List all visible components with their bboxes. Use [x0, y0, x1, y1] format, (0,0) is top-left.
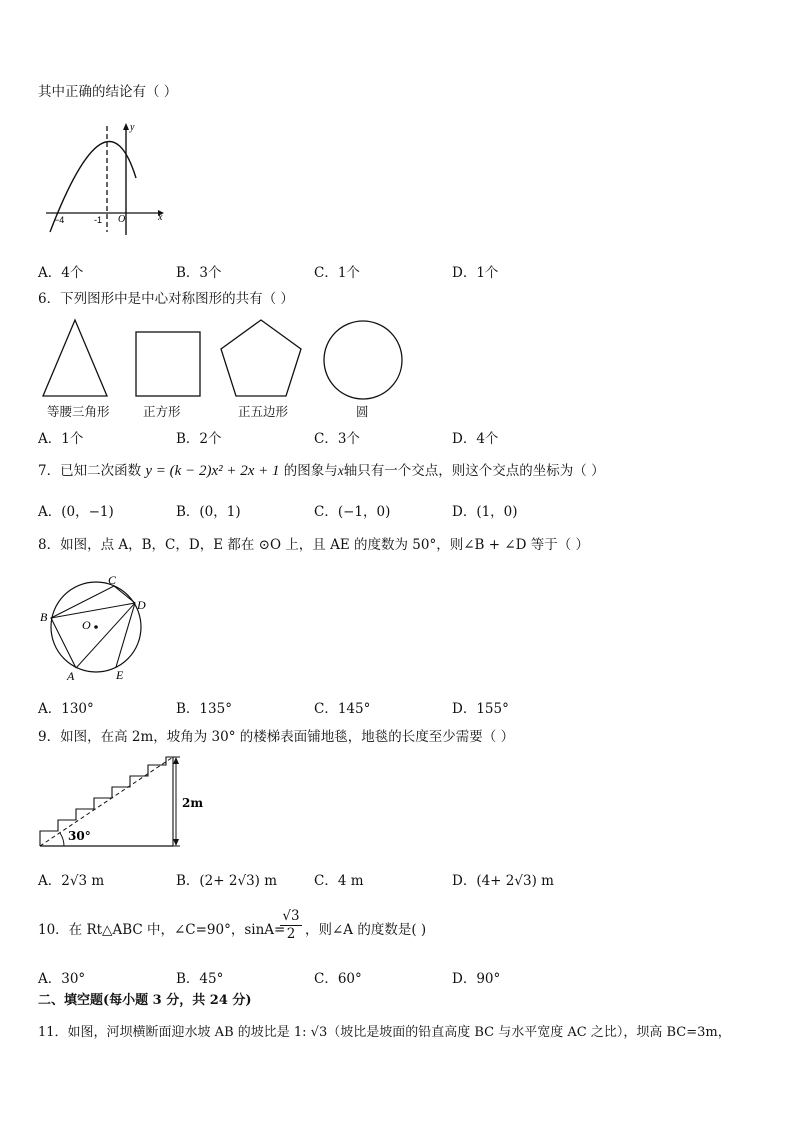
q8-option-c[interactable]: C．145° — [314, 701, 371, 717]
q8-circle-figure — [38, 572, 158, 682]
q10-frac-den: 2 — [286, 926, 296, 942]
q7-prefix: 7．已知二次函数 — [38, 463, 142, 479]
shape-label-triangle: 等腰三角形 — [47, 405, 110, 419]
graph-y-label: y — [130, 122, 135, 133]
q10-option-d[interactable]: D．90° — [452, 971, 501, 987]
shape-label-pentagon: 正五边形 — [238, 405, 289, 419]
q5-option-b[interactable]: B．3个 — [176, 265, 222, 281]
q7-option-a[interactable]: A．(0，−1) — [38, 504, 114, 520]
q10-option-b[interactable]: B．45° — [176, 971, 224, 987]
shape-label-circle: 圆 — [356, 405, 369, 419]
q6-option-a[interactable]: A．1个 — [38, 431, 84, 447]
q10-stem — [38, 922, 285, 938]
q9-stem: 9．如图，在高 2m，坡角为 30° 的楼梯表面铺地毯，地毯的长度至少需要（ ） — [38, 729, 515, 745]
label-e: E — [116, 668, 124, 682]
q9-option-c[interactable]: C．4 m — [314, 873, 364, 889]
graph-neg4-label: −4 — [54, 215, 65, 225]
q5-option-d[interactable]: D．1个 — [452, 265, 499, 281]
q10-option-c[interactable]: C．60° — [314, 971, 362, 987]
q6-option-c[interactable]: C．3个 — [314, 431, 360, 447]
q7-var: x — [337, 463, 344, 478]
q5-option-c[interactable]: C．1个 — [314, 265, 360, 281]
q10-fraction — [280, 908, 302, 943]
q10-prefix: 10．在 Rt△ABC 中，∠C=90°，sinA= — [38, 922, 286, 938]
label-30deg: 30° — [68, 829, 91, 843]
q5-parabola-graph — [40, 120, 170, 240]
q5-tail-text: 其中正确的结论有（ ） — [38, 84, 178, 100]
q7-option-c[interactable]: C．(−1，0) — [314, 504, 391, 520]
q8-option-d[interactable]: D．155° — [452, 701, 509, 717]
q10-option-a[interactable]: A．30° — [38, 971, 86, 987]
pentagon-shape — [219, 318, 303, 398]
label-a: A — [67, 669, 75, 683]
q9-stairs-figure — [38, 755, 238, 850]
shape-label-square: 正方形 — [143, 405, 181, 419]
q9-option-a[interactable]: A．2√3 m — [38, 873, 105, 889]
q7-middle: 的图象与 — [283, 463, 338, 479]
section-2-title: 二、填空题(每小题 3 分，共 24 分) — [38, 993, 252, 1008]
q7-stem — [38, 463, 605, 479]
q6-option-b[interactable]: B．2个 — [176, 431, 222, 447]
graph-x-label: x — [158, 212, 163, 223]
q7-formula: y = (k − 2)x² + 2x + 1 — [145, 463, 280, 479]
q8-stem: 8．如图，点 A，B，C，D，E 都在 ⊙O 上，且 AE 的度数为 50°，则∠B + ∠D 等于（ ） — [38, 537, 590, 553]
label-d: D — [137, 598, 146, 612]
q9-option-b[interactable]: B．(2+ 2√3) m — [176, 873, 278, 889]
q8-option-b[interactable]: B．135° — [176, 701, 232, 717]
q11-text: 11．如图，河坝横断面迎水坡 AB 的坡比是 1: √3（坡比是坡面的铅直高度 BC 与水平宽度 AC 之比），坝高 BC=3m， — [38, 1025, 731, 1040]
q6-option-d[interactable]: D．4个 — [452, 431, 499, 447]
square-shape — [134, 330, 204, 400]
q7-option-b[interactable]: B．(0，1) — [176, 504, 241, 520]
circle-shape — [321, 318, 405, 402]
triangle-shape — [40, 318, 110, 398]
label-c: C — [108, 573, 117, 587]
label-2m: 2m — [182, 796, 204, 810]
q10-suffix: ，则∠A 的度数是( ) — [305, 922, 427, 938]
q7-option-d[interactable]: D．(1，0) — [452, 504, 518, 520]
q8-option-a[interactable]: A．130° — [38, 701, 94, 717]
label-b: B — [40, 610, 48, 624]
q5-option-a[interactable]: A．4个 — [38, 265, 84, 281]
graph-origin-label: O — [118, 214, 126, 225]
q7-suffix: 轴只有一个交点，则这个交点的坐标为（ ） — [343, 463, 605, 479]
q9-option-d[interactable]: D．(4+ 2√3) m — [452, 873, 554, 889]
graph-neg1-label: -1 — [94, 215, 103, 225]
label-o: O — [82, 618, 91, 632]
q6-stem: 6．下列图形中是中心对称图形的共有（ ） — [38, 291, 294, 307]
q10-frac-num: √3 — [280, 908, 302, 926]
